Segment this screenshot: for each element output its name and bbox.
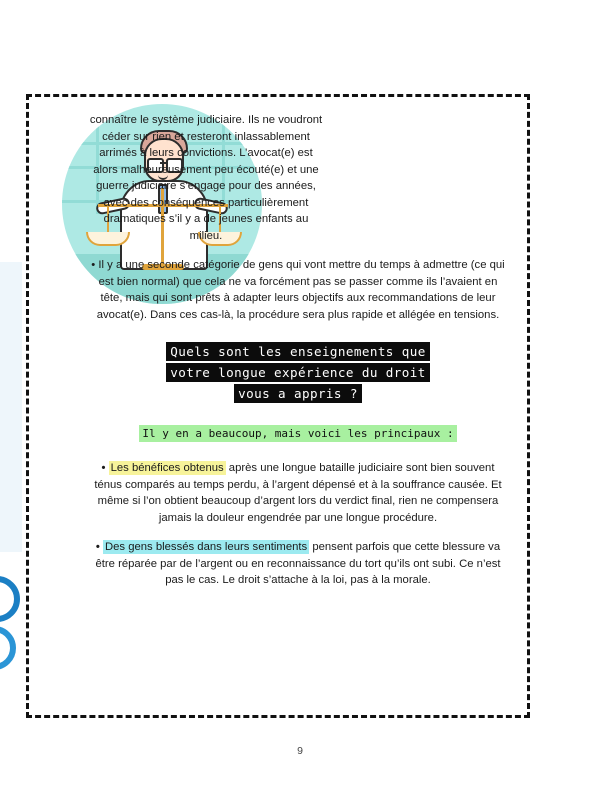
decorative-circle-top xyxy=(0,576,20,622)
question-heading-line-1: Quels sont les enseignements que xyxy=(166,342,429,361)
question-heading xyxy=(88,341,508,404)
bullet-marker: • xyxy=(101,462,106,474)
point-gens-blesses xyxy=(88,539,508,589)
paragraph-second-category: • Il y a une seconde catégorie de gens qui vont mettre du temps à admettre (ce qui est bien normal) que cela ne va forcément pas se passer comme ils l’avaient en tête, mais qui sont prêts à adapter leurs objectifs aux recommandations de leur avocat(e). Dans ces cas-là, la procédure sera plus rapide et allégée en tensions. xyxy=(91,259,505,321)
point-gens-blesses-text: pensent parfois que cette blessure va être réparée par de l’argent ou en reconnaissance du tort qu’ils ont subi. Ce n’est pas le cas. Le droit s’attache à la loi, pas à la morale. xyxy=(95,541,501,586)
left-edge-panel xyxy=(0,262,22,552)
paragraph-continuation: connaître le système judiciaire. Ils ne voudront céder sur rien et resteront inlassablement arrimés à leurs convictions. L’avocat(e) est alors malheureusement peu écouté(e) et une guerre judiciaire s’engage pour des années, avec des conséquences particulièrement dramatiques s’il y a de jeunes enfants au milieu. xyxy=(89,114,323,242)
point-gens-blesses-highlight: Des gens blessés dans leurs sentiments xyxy=(104,541,308,553)
answer-intro xyxy=(88,424,508,442)
bullet-marker: • xyxy=(95,541,100,553)
page-number: 9 xyxy=(297,745,303,757)
point-benefices-text: après une longue bataille judiciaire sont bien souvent ténus comparés au temps perdu, à l’argent dépensé et à la souffrance causée. Et même si l’on obtient beaucoup d’argent lors du verdict final, rien ne compensera jamais la douleur engendrée par une longue procédure. xyxy=(94,462,502,524)
question-heading-line-3: vous a appris ? xyxy=(234,384,362,403)
point-benefices-highlight: Les bénéfices obtenus xyxy=(110,462,224,474)
page-content xyxy=(88,112,508,602)
decorative-circle-bottom xyxy=(0,626,16,670)
point-benefices xyxy=(88,460,508,526)
question-heading-line-2: votre longue expérience du droit xyxy=(166,363,429,382)
answer-intro-text: Il y en a beaucoup, mais voici les principaux : xyxy=(139,425,456,442)
